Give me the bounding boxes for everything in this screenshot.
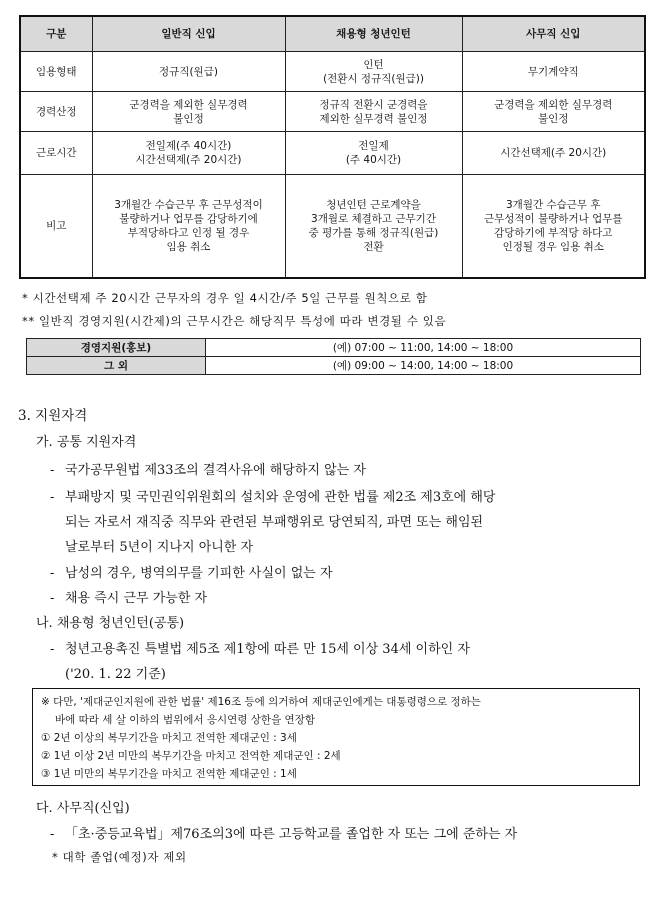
- list-item: - 채용 즉시 근무 가능한 자: [50, 591, 208, 606]
- table-row: [27, 357, 641, 375]
- header-youth-intern: 채용형 청년인턴: [285, 16, 462, 52]
- table-cell: 정규직 전환시 군경력을 제외한 실무경력 불인정: [285, 92, 462, 132]
- box-note-line: ③ 1년 미만의 복무기간을 마치고 전역한 제대군인 : 1세: [41, 768, 297, 780]
- list-item: - 남성의 경우, 병역의무를 기피한 사실이 없는 자: [50, 566, 333, 581]
- header-general-new: 일반직 신입: [92, 16, 285, 52]
- row-label: 경력산정: [20, 92, 92, 132]
- table-cell: 군경력을 제외한 실무경력 불인정: [462, 92, 645, 132]
- header-office-new: 사무직 신입: [462, 16, 645, 52]
- list-item: - 「초·중등교육법」제76조의3에 따른 고등학교를 졸업한 자 또는 그에 준하는 자: [50, 827, 518, 842]
- list-item-continued: ('20. 1. 22 기준): [65, 667, 166, 682]
- footnote-work-hours: ** 일반직 경영지원(시간제)의 근무시간은 해당직무 특성에 따라 변경될 수 있음: [22, 314, 447, 328]
- hours-label: 그 외: [27, 357, 206, 375]
- table-row: [27, 339, 641, 357]
- table-cell: 전일제(주 40시간) 시간선택제(주 20시간): [92, 132, 285, 175]
- row-label: 임용형태: [20, 52, 92, 92]
- table-row: [20, 92, 645, 132]
- table-row: [20, 52, 645, 92]
- list-item-continued: 날로부터 5년이 지나지 아니한 자: [65, 540, 254, 555]
- table-cell: 3개월간 수습근무 후 근무성적이 불량하거나 업무를 감당하기에 부적당하다고 인정 될 경우 임용 취소: [92, 175, 285, 278]
- employment-type-table: [19, 15, 646, 279]
- hours-value: (예) 07:00 ~ 11:00, 14:00 ~ 18:00: [206, 339, 641, 357]
- box-note-line: ② 1년 이상 2년 미만의 복무기간을 마치고 전역한 제대군인 : 2세: [41, 750, 341, 762]
- table-header-row: [20, 16, 645, 52]
- veteran-age-note-box: [32, 688, 640, 786]
- table-cell: 인턴 (전환시 정규직(원급)): [285, 52, 462, 92]
- table-cell: 시간선택제(주 20시간): [462, 132, 645, 175]
- subsection-common: 가. 공통 지원자격: [36, 435, 137, 450]
- table-cell: 무기계약직: [462, 52, 645, 92]
- list-item: - 청년고용촉진 특별법 제5조 제1항에 따른 만 15세 이상 34세 이하인 자: [50, 642, 470, 657]
- work-hours-table: [26, 338, 641, 375]
- office-exclusion-note: * 대학 졸업(예정)자 제외: [52, 850, 187, 864]
- box-note-line: ① 2년 이상의 복무기간을 마치고 전역한 제대군인 : 3세: [41, 732, 297, 744]
- list-item-continued: 되는 자로서 재직중 직무와 관련된 부패행위로 당연퇴직, 파면 또는 해임된: [65, 515, 484, 530]
- table-cell: 3개월간 수습근무 후 근무성적이 불량하거나 업무를 감당하기에 부적당 하다고 인정될 경우 임용 취소: [462, 175, 645, 278]
- section-title-qualifications: 3. 지원자격: [18, 408, 88, 424]
- hours-label: 경영지원(홍보): [27, 339, 206, 357]
- subsection-office: 다. 사무직(신입): [36, 801, 130, 816]
- table-row: [20, 175, 645, 278]
- list-item: - 국가공무원법 제33조의 결격사유에 해당하지 않는 자: [50, 463, 366, 478]
- table-cell: 정규직(원급): [92, 52, 285, 92]
- subsection-youth-intern: 나. 채용형 청년인턴(공통): [36, 616, 185, 631]
- list-item: - 부패방지 및 국민권익위원회의 설치와 운영에 관한 법률 제2조 제3호에 해당: [50, 490, 496, 505]
- footnote-part-time: * 시간선택제 주 20시간 근무자의 경우 일 4시간/주 5일 근무를 원칙으로 함: [22, 291, 428, 305]
- box-note-line: ※ 다만, '제대군인지원에 관한 법률' 제16조 등에 의거하여 제대군인에게는 대통령령으로 정하는: [41, 696, 481, 708]
- box-note-line: 바에 따라 세 살 이하의 범위에서 응시연령 상한을 연장함: [55, 714, 315, 726]
- table-cell: 전일제 (주 40시간): [285, 132, 462, 175]
- table-row: [20, 132, 645, 175]
- hours-value: (예) 09:00 ~ 14:00, 14:00 ~ 18:00: [206, 357, 641, 375]
- row-label: 비고: [20, 175, 92, 278]
- header-category: 구분: [20, 16, 92, 52]
- row-label: 근로시간: [20, 132, 92, 175]
- table-cell: 청년인턴 근로계약을 3개월로 체결하고 근무기간 중 평가를 통해 정규직(원급) 전환: [285, 175, 462, 278]
- table-cell: 군경력을 제외한 실무경력 불인정: [92, 92, 285, 132]
